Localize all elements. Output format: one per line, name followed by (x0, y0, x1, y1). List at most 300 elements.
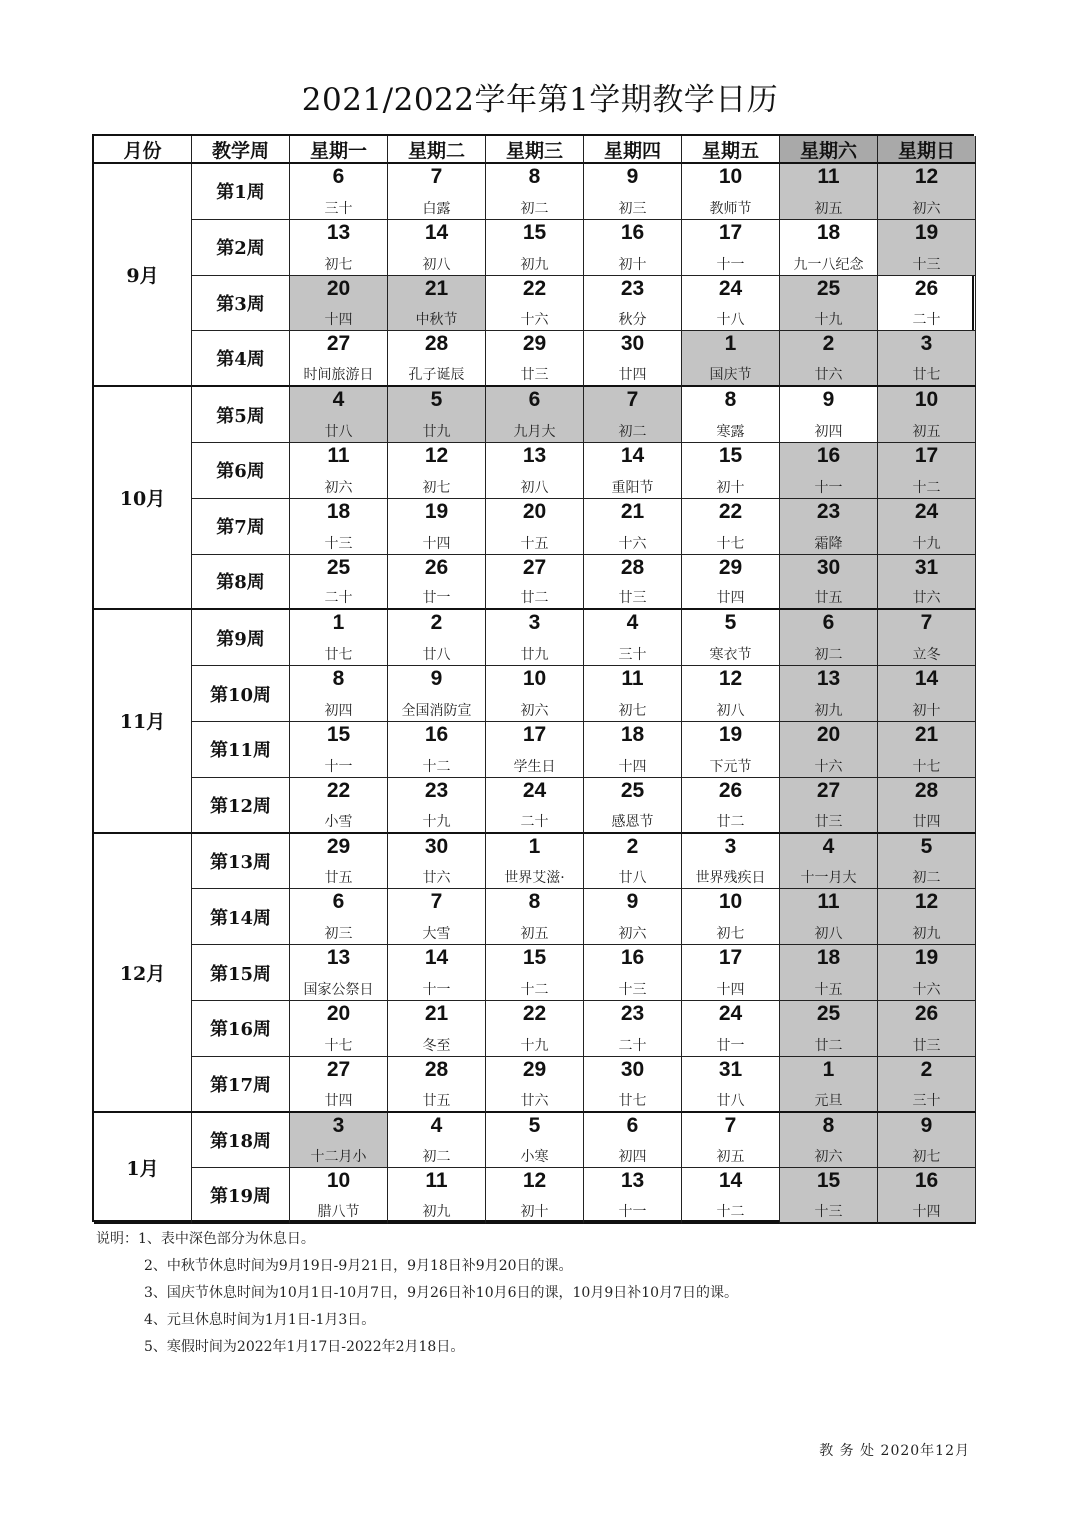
day-cell[interactable] (780, 1113, 878, 1169)
lunar-label: 廿六 (520, 1092, 549, 1109)
day-number: 10 (914, 388, 939, 412)
day-number: 17 (522, 723, 547, 746)
day-cell[interactable] (388, 331, 486, 387)
day-cell[interactable] (878, 276, 976, 332)
lunar-label: 廿六 (912, 590, 941, 607)
lunar-label: 初五 (716, 1149, 745, 1166)
day-number: 16 (424, 723, 449, 746)
day-cell[interactable] (682, 1113, 780, 1169)
page-title: 2021/2022学年第1学期教学日历 (301, 82, 779, 118)
day-number: 11 (817, 890, 840, 914)
calendar-table (92, 134, 974, 1222)
day-cell[interactable] (290, 666, 388, 722)
day-cell[interactable] (486, 276, 584, 332)
day-cell[interactable] (486, 220, 584, 276)
day-number: 14 (718, 1169, 743, 1193)
lunar-label: 十一 (814, 479, 843, 496)
day-cell[interactable] (290, 1168, 388, 1224)
day-cell[interactable] (584, 499, 682, 555)
lunar-label: 十七 (324, 1037, 353, 1054)
lunar-label: 大雪 (422, 926, 451, 943)
day-number: 21 (424, 1002, 449, 1025)
day-cell[interactable] (486, 889, 584, 945)
lunar-label: 中秋节 (415, 312, 458, 329)
day-cell[interactable] (486, 1168, 584, 1224)
day-number: 7 (430, 890, 443, 914)
lunar-label: 十五 (520, 535, 549, 552)
lunar-label: 初六 (520, 702, 549, 719)
day-cell[interactable] (780, 1168, 878, 1224)
day-cell[interactable] (878, 834, 976, 890)
day-cell[interactable] (388, 610, 486, 666)
day-cell[interactable] (486, 945, 584, 1001)
day-cell[interactable] (682, 666, 780, 722)
day-number: 30 (620, 1057, 645, 1081)
day-cell[interactable] (780, 778, 878, 834)
day-cell[interactable] (486, 443, 584, 499)
lunar-label: 十一 (324, 758, 353, 775)
day-number: 15 (522, 220, 547, 244)
day-cell[interactable] (780, 1001, 878, 1057)
week-label: 第2周 (192, 220, 290, 276)
lunar-label: 初四 (814, 423, 843, 440)
day-cell[interactable] (780, 499, 878, 555)
day-cell[interactable] (780, 945, 878, 1001)
day-cell[interactable] (290, 443, 388, 499)
lunar-label: 十一 (618, 1204, 647, 1221)
day-cell[interactable] (290, 778, 388, 834)
day-number: 15 (522, 946, 547, 970)
day-number: 14 (914, 667, 939, 691)
day-cell[interactable] (388, 1057, 486, 1113)
day-number: 24 (914, 499, 939, 523)
day-cell[interactable] (780, 1057, 878, 1113)
day-number: 26 (914, 1002, 939, 1025)
day-number: 1 (528, 834, 541, 858)
day-cell[interactable] (682, 164, 780, 220)
day-cell[interactable] (584, 164, 682, 220)
day-number: 28 (424, 332, 449, 356)
lunar-label: 十九 (520, 1037, 549, 1054)
day-number: 13 (620, 1169, 645, 1193)
lunar-label: 十四 (324, 312, 353, 329)
day-cell[interactable] (290, 1057, 388, 1113)
day-cell[interactable] (290, 499, 388, 555)
week-label: 第17周 (192, 1057, 290, 1113)
day-cell[interactable] (290, 387, 388, 443)
day-cell[interactable] (388, 834, 486, 890)
day-number: 11 (425, 1169, 448, 1193)
day-cell[interactable] (878, 1168, 976, 1224)
day-cell[interactable] (584, 834, 682, 890)
day-cell[interactable] (584, 666, 682, 722)
day-number: 18 (816, 946, 841, 970)
day-number: 19 (914, 946, 939, 970)
day-cell[interactable] (388, 276, 486, 332)
lunar-label: 初八 (716, 702, 745, 719)
lunar-label: 三十 (618, 647, 647, 664)
day-cell[interactable] (584, 889, 682, 945)
day-number: 4 (822, 834, 835, 858)
day-number: 10 (326, 1169, 351, 1193)
note-line: 2、中秋节休息时间为9月19日-9月21日，9月18日补9月20日的课。 (144, 1258, 573, 1274)
lunar-label: 初十 (618, 256, 647, 273)
lunar-label: 世界残疾日 (695, 870, 766, 887)
day-number: 7 (430, 165, 443, 188)
lunar-label: 廿八 (324, 423, 353, 440)
day-cell[interactable] (486, 1001, 584, 1057)
day-number: 14 (424, 946, 449, 970)
day-cell[interactable] (290, 164, 388, 220)
day-number: 29 (522, 332, 547, 356)
day-cell[interactable] (682, 443, 780, 499)
day-cell[interactable] (584, 387, 682, 443)
day-number: 4 (626, 611, 639, 635)
day-number: 23 (620, 1002, 645, 1025)
day-cell[interactable] (878, 1001, 976, 1057)
day-cell[interactable] (584, 1057, 682, 1113)
day-cell[interactable] (584, 945, 682, 1001)
day-number: 2 (430, 611, 443, 635)
day-number: 26 (718, 778, 743, 802)
day-number: 6 (822, 611, 835, 635)
lunar-label: 初八 (814, 926, 843, 943)
lunar-label: 初三 (324, 926, 353, 943)
day-cell[interactable] (780, 889, 878, 945)
lunar-label: 国家公祭日 (303, 981, 374, 998)
day-cell[interactable] (388, 555, 486, 611)
lunar-label: 下元节 (709, 758, 752, 775)
day-cell[interactable] (780, 666, 878, 722)
lunar-label: 廿四 (716, 590, 745, 607)
day-number: 6 (528, 388, 541, 412)
lunar-label: 十七 (912, 758, 941, 775)
day-cell[interactable] (682, 276, 780, 332)
day-number: 16 (914, 1169, 939, 1193)
day-cell[interactable] (682, 220, 780, 276)
day-cell[interactable] (486, 331, 584, 387)
day-number: 15 (718, 444, 743, 467)
day-cell[interactable] (878, 945, 976, 1001)
day-cell[interactable] (290, 331, 388, 387)
day-cell[interactable] (290, 555, 388, 611)
day-cell[interactable] (290, 889, 388, 945)
lunar-label: 十九 (912, 535, 941, 552)
lunar-label: 廿六 (814, 367, 843, 384)
lunar-label: 初七 (618, 702, 647, 719)
lunar-label: 十四 (716, 981, 745, 998)
day-cell[interactable] (486, 1057, 584, 1113)
week-label: 第18周 (192, 1113, 290, 1169)
week-label: 第9周 (192, 610, 290, 666)
day-cell[interactable] (388, 1001, 486, 1057)
lunar-label: 初八 (422, 256, 451, 273)
day-number: 10 (718, 165, 743, 188)
day-number: 8 (528, 890, 541, 914)
lunar-label: 十四 (618, 758, 647, 775)
lunar-label: 初二 (520, 200, 549, 217)
header-week: 教学周 (192, 136, 290, 164)
lunar-label: 初四 (324, 702, 353, 719)
day-number: 18 (816, 220, 841, 244)
lunar-label: 初二 (422, 1149, 451, 1166)
day-number: 30 (620, 332, 645, 356)
lunar-label: 二十 (324, 590, 353, 607)
lunar-label: 十一 (716, 256, 745, 273)
day-cell[interactable] (878, 666, 976, 722)
day-number: 31 (914, 555, 939, 579)
day-cell[interactable] (682, 1168, 780, 1224)
day-cell[interactable] (290, 610, 388, 666)
day-number: 12 (914, 165, 939, 188)
lunar-label: 十九 (814, 312, 843, 329)
week-label: 第1周 (192, 164, 290, 220)
day-cell[interactable] (584, 555, 682, 611)
day-number: 21 (620, 499, 645, 523)
lunar-label: 二十 (618, 1037, 647, 1054)
day-cell[interactable] (290, 834, 388, 890)
day-number: 22 (522, 1002, 547, 1025)
day-cell[interactable] (780, 276, 878, 332)
day-cell[interactable] (682, 834, 780, 890)
day-cell[interactable] (878, 387, 976, 443)
day-number: 24 (522, 778, 547, 802)
day-cell[interactable] (780, 220, 878, 276)
day-cell[interactable] (878, 331, 976, 387)
lunar-label: 廿五 (814, 590, 843, 607)
lunar-label: 十三 (618, 981, 647, 998)
day-cell[interactable] (486, 610, 584, 666)
day-number: 31 (718, 1057, 743, 1081)
day-cell[interactable] (878, 778, 976, 834)
day-cell[interactable] (584, 610, 682, 666)
day-cell[interactable] (682, 331, 780, 387)
day-cell[interactable] (388, 778, 486, 834)
day-number: 24 (718, 276, 743, 300)
lunar-label: 初九 (520, 256, 549, 273)
day-cell[interactable] (486, 834, 584, 890)
lunar-label: 廿五 (422, 1092, 451, 1109)
week-label: 第12周 (192, 778, 290, 834)
day-number: 11 (621, 667, 644, 691)
day-cell[interactable] (388, 220, 486, 276)
day-cell[interactable] (878, 164, 976, 220)
day-cell[interactable] (878, 1113, 976, 1169)
day-number: 13 (326, 946, 351, 970)
day-number: 23 (816, 499, 841, 523)
day-cell[interactable] (780, 555, 878, 611)
day-cell[interactable] (878, 555, 976, 611)
day-cell[interactable] (486, 499, 584, 555)
day-number: 6 (332, 890, 345, 914)
day-cell[interactable] (584, 331, 682, 387)
lunar-label: 初五 (520, 926, 549, 943)
day-cell[interactable] (486, 722, 584, 778)
day-cell[interactable] (290, 945, 388, 1001)
lunar-label: 初七 (324, 256, 353, 273)
day-cell[interactable] (584, 276, 682, 332)
day-cell[interactable] (682, 499, 780, 555)
day-cell[interactable] (486, 778, 584, 834)
day-cell[interactable] (486, 555, 584, 611)
day-number: 1 (822, 1057, 835, 1081)
month-label: 11月 (94, 610, 192, 833)
day-number: 13 (522, 444, 547, 467)
day-cell[interactable] (290, 1001, 388, 1057)
day-cell[interactable] (584, 220, 682, 276)
week-label: 第3周 (192, 276, 290, 332)
day-number: 1 (724, 332, 737, 356)
month-label: 12月 (94, 834, 192, 1113)
day-number: 28 (914, 778, 939, 802)
lunar-label: 初八 (520, 479, 549, 496)
lunar-label: 时间旅游日 (303, 367, 374, 384)
lunar-label: 三十 (324, 200, 353, 217)
day-cell[interactable] (682, 610, 780, 666)
day-cell[interactable] (486, 164, 584, 220)
lunar-label: 九一八纪念 (793, 256, 864, 273)
day-number: 12 (718, 667, 743, 691)
week-label: 第10周 (192, 666, 290, 722)
day-cell[interactable] (682, 387, 780, 443)
day-cell[interactable] (682, 1001, 780, 1057)
week-label: 第13周 (192, 834, 290, 890)
lunar-label: 初六 (618, 926, 647, 943)
day-cell[interactable] (388, 889, 486, 945)
day-cell[interactable] (290, 1113, 388, 1169)
day-cell[interactable] (388, 945, 486, 1001)
day-cell[interactable] (584, 722, 682, 778)
day-cell[interactable] (290, 276, 388, 332)
day-number: 20 (522, 499, 547, 523)
day-number: 17 (718, 220, 743, 244)
lunar-label: 初六 (912, 200, 941, 217)
day-cell[interactable] (780, 722, 878, 778)
day-number: 10 (718, 890, 743, 914)
day-number: 17 (718, 946, 743, 970)
lunar-label: 二十 (912, 312, 941, 329)
day-number: 3 (724, 834, 737, 858)
day-cell[interactable] (682, 1057, 780, 1113)
day-cell[interactable] (486, 666, 584, 722)
month-label: 10月 (94, 387, 192, 610)
lunar-label: 廿二 (814, 1037, 843, 1054)
day-cell[interactable] (388, 722, 486, 778)
day-cell[interactable] (780, 610, 878, 666)
day-cell[interactable] (780, 331, 878, 387)
day-number: 18 (326, 499, 351, 523)
day-number: 10 (522, 667, 547, 691)
lunar-label: 寒露 (716, 423, 745, 440)
header-weekday-4: 星期四 (584, 136, 682, 164)
day-number: 6 (626, 1113, 639, 1137)
lunar-label: 廿七 (912, 367, 941, 384)
day-cell[interactable] (780, 443, 878, 499)
lunar-label: 十四 (422, 535, 451, 552)
day-cell[interactable] (486, 387, 584, 443)
lunar-label: 初十 (520, 1204, 549, 1221)
day-cell[interactable] (878, 889, 976, 945)
day-cell[interactable] (780, 164, 878, 220)
day-cell[interactable] (878, 443, 976, 499)
day-cell[interactable] (682, 889, 780, 945)
lunar-label: 初二 (912, 870, 941, 887)
lunar-label: 初二 (814, 647, 843, 664)
lunar-label: 廿二 (520, 590, 549, 607)
day-cell[interactable] (584, 1168, 682, 1224)
day-cell[interactable] (682, 555, 780, 611)
day-cell[interactable] (584, 778, 682, 834)
lunar-label: 十一 (422, 981, 451, 998)
day-number: 2 (920, 1057, 933, 1081)
day-number: 27 (326, 332, 351, 356)
day-number: 2 (626, 834, 639, 858)
day-cell[interactable] (682, 722, 780, 778)
lunar-label: 九月大 (513, 423, 556, 440)
day-cell[interactable] (584, 443, 682, 499)
day-cell[interactable] (682, 945, 780, 1001)
day-number: 25 (326, 555, 351, 579)
day-cell[interactable] (388, 164, 486, 220)
lunar-label: 十四 (912, 1204, 941, 1221)
day-cell[interactable] (584, 1113, 682, 1169)
day-number: 25 (620, 778, 645, 802)
day-cell[interactable] (780, 834, 878, 890)
day-cell[interactable] (878, 1057, 976, 1113)
day-cell[interactable] (388, 666, 486, 722)
day-cell[interactable] (780, 387, 878, 443)
lunar-label: 小雪 (324, 813, 353, 830)
week-label: 第14周 (192, 889, 290, 945)
lunar-label: 全国消防宣 (401, 702, 472, 719)
day-number: 28 (620, 555, 645, 579)
lunar-label: 十六 (618, 535, 647, 552)
lunar-label: 元旦 (814, 1092, 843, 1109)
lunar-label: 初五 (814, 200, 843, 217)
note-line: 说明：1、表中深色部分为休息日。 (96, 1231, 315, 1247)
lunar-label: 十六 (912, 981, 941, 998)
day-cell[interactable] (878, 610, 976, 666)
week-label: 第19周 (192, 1168, 290, 1224)
lunar-label: 十六 (814, 758, 843, 775)
day-cell[interactable] (388, 1168, 486, 1224)
lunar-label: 霜降 (814, 535, 843, 552)
day-number: 9 (430, 667, 443, 691)
lunar-label: 十三 (912, 256, 941, 273)
day-cell[interactable] (878, 499, 976, 555)
day-cell[interactable] (388, 443, 486, 499)
day-number: 29 (326, 834, 351, 858)
day-number: 1 (332, 611, 345, 635)
week-label: 第7周 (192, 499, 290, 555)
day-number: 27 (326, 1057, 351, 1081)
day-cell[interactable] (388, 387, 486, 443)
day-cell[interactable] (290, 220, 388, 276)
day-cell[interactable] (388, 1113, 486, 1169)
day-cell[interactable] (290, 722, 388, 778)
lunar-label: 立冬 (912, 647, 941, 664)
lunar-label: 教师节 (709, 200, 752, 217)
day-cell[interactable] (682, 778, 780, 834)
day-cell[interactable] (486, 1113, 584, 1169)
day-number: 2 (822, 332, 835, 356)
lunar-label: 廿三 (618, 590, 647, 607)
day-cell[interactable] (878, 722, 976, 778)
day-cell[interactable] (388, 499, 486, 555)
day-cell[interactable] (878, 220, 976, 276)
lunar-label: 初十 (912, 702, 941, 719)
day-cell[interactable] (584, 1001, 682, 1057)
